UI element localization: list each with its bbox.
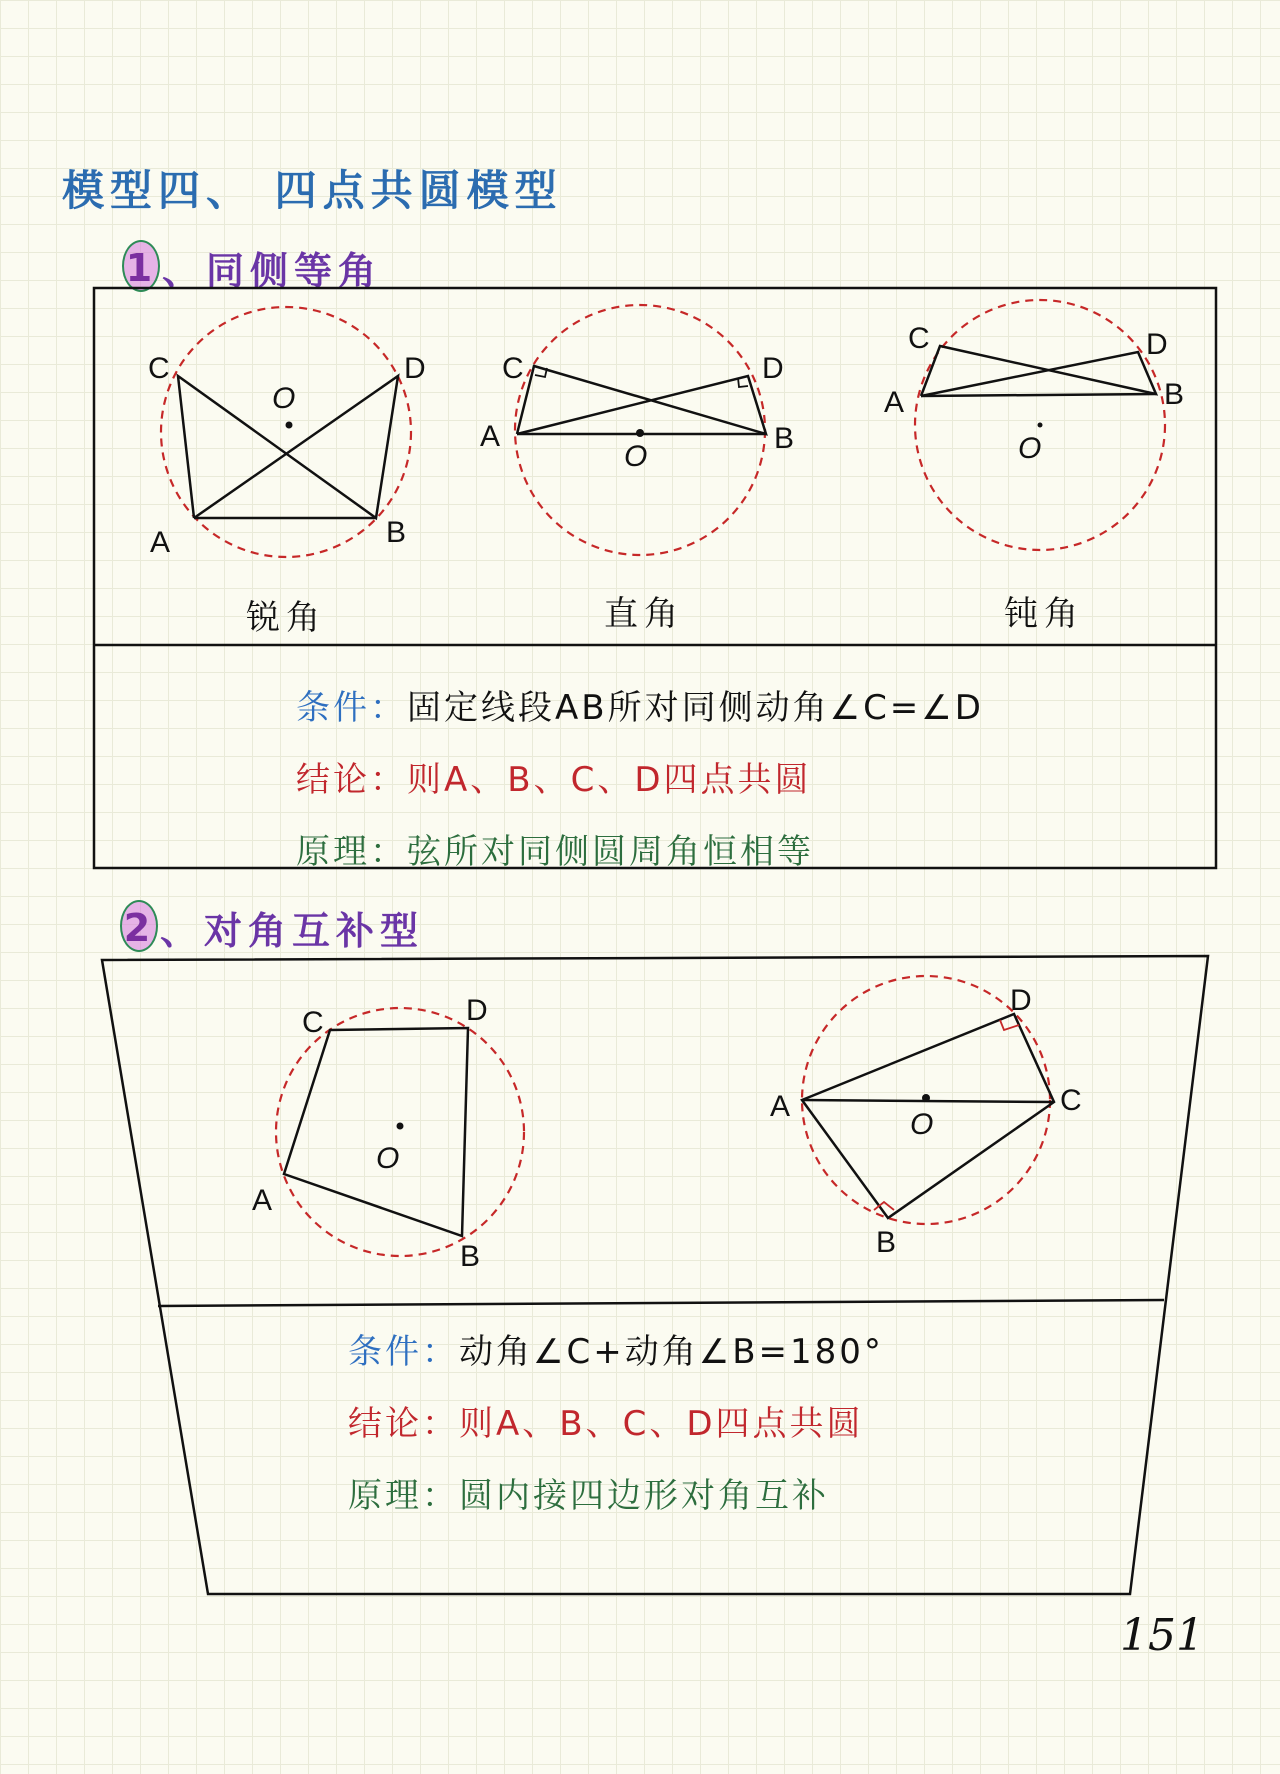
label-c: C <box>302 1006 324 1039</box>
conclusion-text: 则A、B、C、D四点共圆 <box>459 1404 864 1444</box>
condition-label: 条件： <box>296 688 407 728</box>
circle-dashed <box>276 1008 524 1256</box>
section-2-number: 2 <box>120 906 160 950</box>
figure-lines <box>921 346 1156 396</box>
label-o: O <box>376 1142 400 1175</box>
figure-obtuse <box>884 300 1184 550</box>
section-1-principle <box>296 824 814 873</box>
section-1-condition <box>296 680 984 729</box>
label-a: A <box>884 386 905 419</box>
label-b: B <box>876 1226 897 1259</box>
label-a: A <box>252 1184 273 1217</box>
label-c: C <box>148 352 170 385</box>
section-2-title: 、对角互补型 <box>160 909 425 953</box>
label-d: D <box>1146 328 1168 361</box>
label-a: A <box>480 420 501 453</box>
conclusion-label: 结论： <box>348 1404 459 1444</box>
principle-label: 原理： <box>296 832 407 872</box>
label-o: O <box>1018 432 1042 465</box>
caption-acute: 锐角 <box>246 598 326 638</box>
label-d: D <box>404 352 426 385</box>
figure-diameter-quadrilateral <box>770 976 1082 1259</box>
quadrilateral-lines <box>284 1028 468 1236</box>
center-dot <box>286 422 293 429</box>
section-2-principle <box>348 1468 829 1517</box>
page-title: 模型四、 四点共圆模型 <box>62 166 563 215</box>
figure-lines <box>517 366 766 434</box>
figure-right <box>480 305 794 555</box>
section-2-divider <box>158 1300 1164 1306</box>
section-2-condition <box>348 1324 884 1373</box>
page-number: 151 <box>1120 1610 1204 1661</box>
label-o: O <box>624 440 648 473</box>
label-o: O <box>910 1108 934 1141</box>
figure-quadrilateral <box>252 994 524 1273</box>
label-d: D <box>1010 984 1032 1017</box>
center-dot <box>397 1123 404 1130</box>
label-d: D <box>466 994 488 1027</box>
condition-label: 条件： <box>348 1332 459 1372</box>
label-b: B <box>386 516 407 549</box>
caption-right: 直角 <box>604 594 684 634</box>
label-a: A <box>770 1090 791 1123</box>
label-c: C <box>908 322 930 355</box>
segment-ab <box>921 394 1156 396</box>
condition-text: 固定线段AB所对同侧动角∠C=∠D <box>407 688 984 728</box>
principle-label: 原理： <box>348 1476 459 1516</box>
label-b: B <box>1164 378 1185 411</box>
center-dot <box>636 429 644 437</box>
conclusion-label: 结论： <box>296 760 407 800</box>
label-o: O <box>272 382 296 415</box>
section-1-title: 、同侧等角 <box>162 249 383 293</box>
label-b: B <box>460 1240 481 1273</box>
principle-text: 圆内接四边形对角互补 <box>459 1476 829 1516</box>
section-1-conclusion <box>296 752 812 801</box>
conclusion-text: 则A、B、C、D四点共圆 <box>407 760 812 800</box>
center-dot <box>922 1094 930 1102</box>
principle-text: 弦所对同侧圆周角恒相等 <box>407 832 814 872</box>
figure-acute <box>148 307 426 559</box>
label-a: A <box>150 526 171 559</box>
label-c: C <box>1060 1084 1082 1117</box>
section-2-conclusion <box>348 1396 864 1445</box>
circle-dashed <box>161 307 411 557</box>
label-c: C <box>502 352 524 385</box>
section-1-number: 1 <box>122 246 162 290</box>
caption-obtuse: 钝角 <box>1004 594 1084 634</box>
label-b: B <box>774 422 795 455</box>
label-d: D <box>762 352 784 385</box>
center-dot <box>1038 423 1043 428</box>
condition-text: 动角∠C+动角∠B=180° <box>459 1332 884 1372</box>
